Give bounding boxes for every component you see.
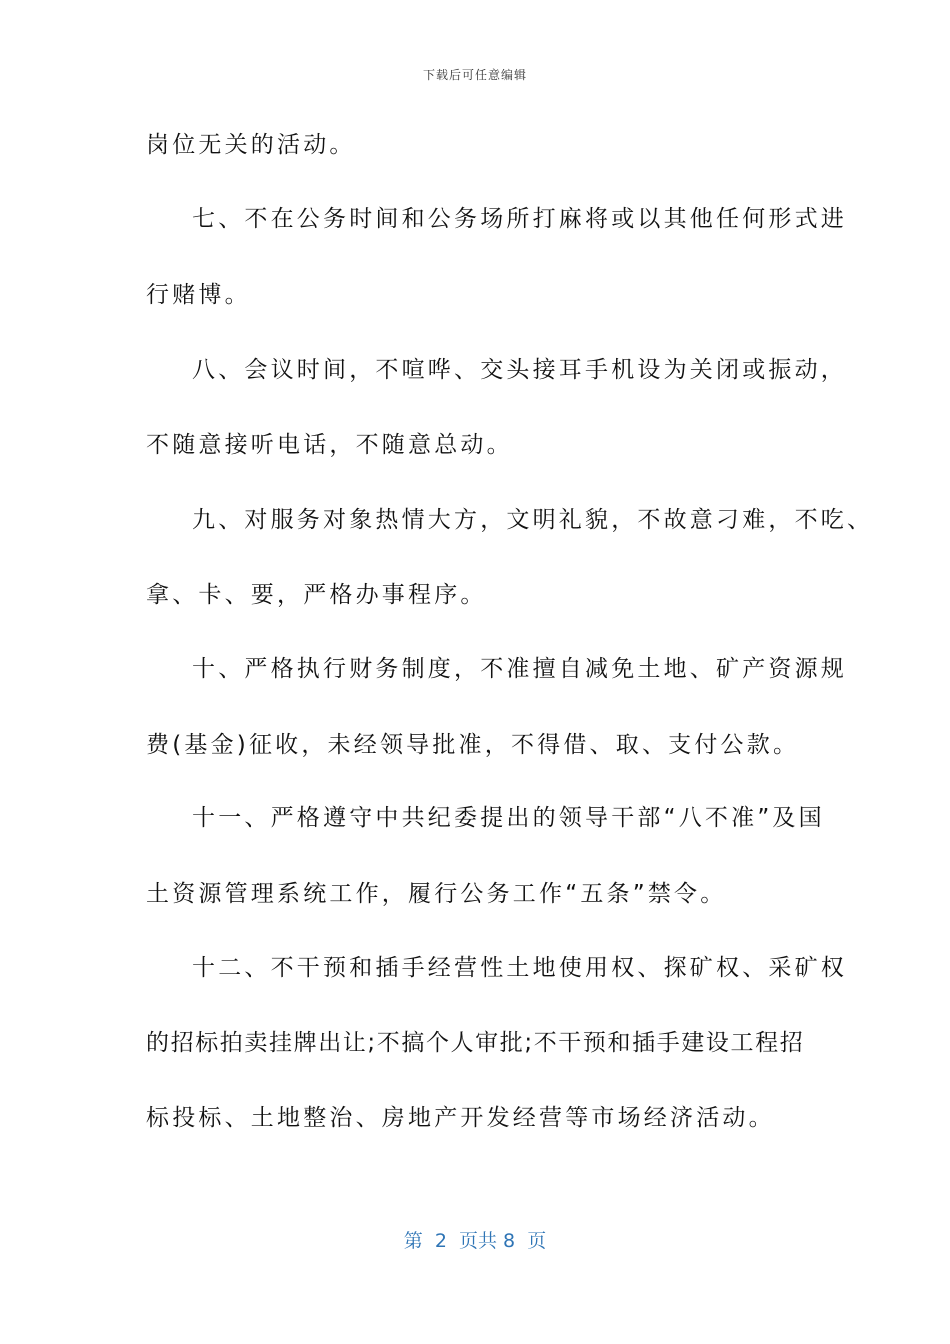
text-line: 费(基金)征收，未经领导批准，不得借、取、支付公款。 xyxy=(146,732,800,758)
text-line: 十一、严格遵守中共纪委提出的领导干部“八不准”及国 xyxy=(192,805,825,831)
page-header: 下载后可任意编辑 xyxy=(422,68,527,82)
text-line: 八、会议时间，不喧哗、交头接耳手机设为关闭或振动， xyxy=(192,357,847,383)
text-line: 土资源管理系统工作，履行公务工作“五条”禁令。 xyxy=(146,881,727,907)
text-line: 十、严格执行财务制度，不准擅自减免土地、矿产资源规 xyxy=(192,656,847,682)
text-line: 九、对服务对象热情大方，文明礼貌，不故意刁难，不吃、 xyxy=(192,507,874,533)
text-line: 的招标拍卖挂牌出让;不搞个人审批;不干预和插手建设工程招 xyxy=(146,1030,805,1056)
text-line: 标投标、土地整治、房地产开发经营等市场经济活动。 xyxy=(146,1105,775,1131)
page-number-footer: 第 2 页共 8 页 xyxy=(403,1230,547,1252)
text-line: 不随意接听电话，不随意总动。 xyxy=(146,432,513,458)
text-line: 拿、卡、要，严格办事程序。 xyxy=(146,582,487,608)
text-line: 行赌博。 xyxy=(146,282,251,308)
text-line: 岗位无关的活动。 xyxy=(146,132,356,158)
text-line: 七、不在公务时间和公务场所打麻将或以其他任何形式进 xyxy=(192,206,847,232)
text-line: 十二、不干预和插手经营性土地使用权、探矿权、采矿权 xyxy=(192,955,847,981)
